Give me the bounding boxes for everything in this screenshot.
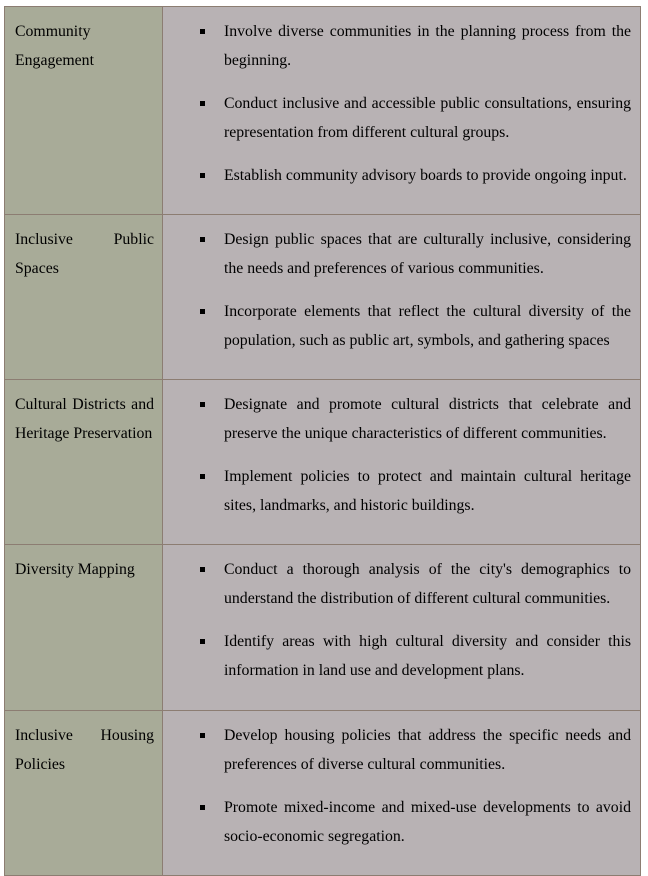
row-label: Diversity Mapping xyxy=(15,561,135,578)
square-bullet-icon xyxy=(200,173,205,178)
square-bullet-icon xyxy=(200,29,205,34)
square-bullet-icon xyxy=(200,237,205,242)
list-item-text: Develop housing policies that address the specific needs and preferences of diverse cultural communities. xyxy=(224,727,631,773)
table-row xyxy=(5,7,641,215)
list-item xyxy=(163,89,631,147)
list-item xyxy=(163,161,631,190)
row-label: Inclusive Public Spaces xyxy=(15,231,154,277)
bullet-list xyxy=(163,721,631,851)
square-bullet-icon xyxy=(200,474,205,479)
list-item-text: Designate and promote cultural districts that celebrate and preserve the unique characteristics of different communities. xyxy=(224,396,631,442)
row-label-cell xyxy=(5,215,163,380)
table-row xyxy=(5,545,641,711)
list-item xyxy=(163,555,631,613)
table-row xyxy=(5,711,641,876)
row-content-cell xyxy=(163,215,641,380)
row-label: Inclusive Housing Policies xyxy=(15,727,154,773)
row-content-cell xyxy=(163,7,641,215)
row-label-cell xyxy=(5,7,163,215)
list-item-text: Conduct a thorough analysis of the city's demographics to understand the distribution of different cultural communities. xyxy=(224,561,631,607)
row-label-cell xyxy=(5,380,163,545)
square-bullet-icon xyxy=(200,639,205,644)
list-item-text: Identify areas with high cultural diversity and consider this information in land use and development plans. xyxy=(224,633,631,679)
table-row xyxy=(5,215,641,380)
list-item-text: Implement policies to protect and maintain cultural heritage sites, landmarks, and historic buildings. xyxy=(224,468,631,514)
bullet-list xyxy=(163,390,631,520)
bullet-list xyxy=(163,225,631,355)
list-item-text: Design public spaces that are culturally inclusive, considering the needs and preferences of various communities. xyxy=(224,231,631,277)
list-item xyxy=(163,793,631,851)
bullet-list xyxy=(163,555,631,685)
row-label-cell xyxy=(5,711,163,876)
list-item-text: Involve diverse communities in the planning process from the beginning. xyxy=(224,23,631,69)
row-label-cell xyxy=(5,545,163,711)
list-item xyxy=(163,225,631,283)
list-item xyxy=(163,462,631,520)
row-content-cell xyxy=(163,380,641,545)
list-item xyxy=(163,721,631,779)
row-label: Cultural Districts and Heritage Preservation xyxy=(15,396,154,442)
square-bullet-icon xyxy=(200,805,205,810)
row-content-cell xyxy=(163,711,641,876)
square-bullet-icon xyxy=(200,402,205,407)
list-item xyxy=(163,627,631,685)
list-item xyxy=(163,297,631,355)
list-item-text: Establish community advisory boards to provide ongoing input. xyxy=(224,167,627,184)
row-label: Community Engagement xyxy=(15,23,94,69)
list-item-text: Promote mixed-income and mixed-use developments to avoid socio-economic segregation. xyxy=(224,799,631,845)
square-bullet-icon xyxy=(200,733,205,738)
list-item-text: Incorporate elements that reflect the cultural diversity of the population, such as public art, symbols, and gathering spaces xyxy=(224,303,631,349)
list-item xyxy=(163,390,631,448)
table-row xyxy=(5,380,641,545)
square-bullet-icon xyxy=(200,309,205,314)
list-item xyxy=(163,17,631,75)
planning-strategies-table xyxy=(4,6,641,876)
list-item-text: Conduct inclusive and accessible public consultations, ensuring representation from different cultural groups. xyxy=(224,95,631,141)
square-bullet-icon xyxy=(200,101,205,106)
row-content-cell xyxy=(163,545,641,711)
square-bullet-icon xyxy=(200,567,205,572)
bullet-list xyxy=(163,17,631,190)
